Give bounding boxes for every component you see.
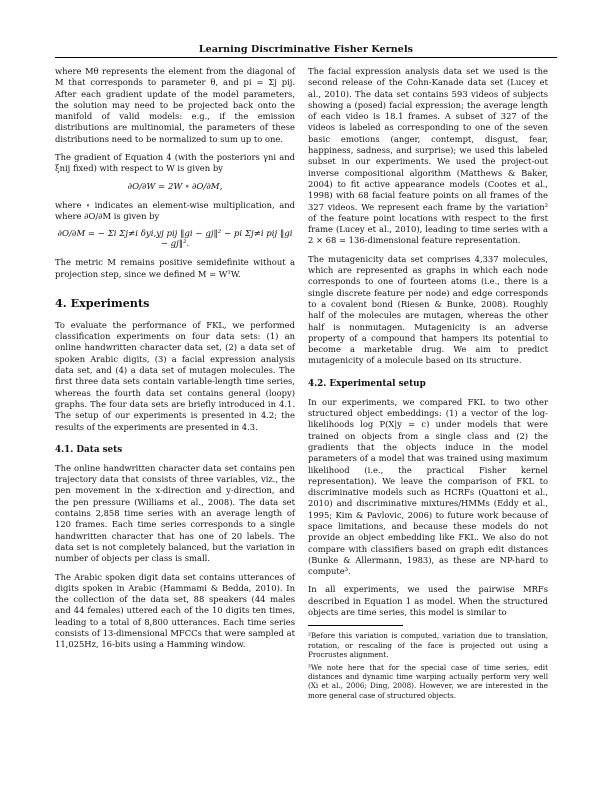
equation-dO-dW: ∂O/∂W = 2W ∘ ∂O/∂M, xyxy=(127,181,223,192)
paragraph: In all experiments, we used the pairwise MRFs described in Equation 1 as model. When the structured objects are time series, this model is similar to xyxy=(308,584,548,618)
paragraph: The online handwritten character data set contains pen trajectory data that consists of three variables, viz., the pen movement in the x-direction and y-direction, and the pen pressure (Williams et al., 2008). The data set contains 2,858 time series with an average length of 120 frames. Each time series corresponds to a single handwritten character that has one of 20 labels. The data set is not completely balanced, but the variation in number of objects per class is small. xyxy=(55,462,295,564)
paragraph: In our experiments, we compared FKL to two other structured object embeddings: (1) a vector of the log-likelihoods log P(X|y = c) under models that were trained on objects from a single class and (2) the gradients that the objects induce in the model parameters of a model that was trained using maximum likelihood (i.e., the practical Fisher kernel representation). We leave the comparison of FKL to discriminative models such as HCRFs (Quattoni et al., 2010) and discriminative mixtures/HMMs (Eddy et al., 1995; Kim & Pavlovic, 2006) to future work because of space limitations, and because these models do not provide an object embedding like FKL. We also do not compare with classifiers based on graph edit distances (Bunke & Allermann, 1983), as these are NP-hard to compute³. xyxy=(308,396,548,577)
section-heading-experiments: 4. Experiments xyxy=(55,295,150,310)
paragraph: The Arabic spoken digit data set contains utterances of digits spoken in Arabic (Hammami & Bedda, 2010). In the collection of the data set, 88 speakers (44 males and 44 females) uttered each of the 10 digits ten times, leading to a total of 8,800 utterances. Each time series consists of 13-dimensional MFCCs that were sampled at 11,025Hz, 16-bits using a Hamming window. xyxy=(55,571,295,650)
paragraph: The gradient of Equation 4 (with the posteriors γni and ξnij fixed) with respect to W is given by xyxy=(55,152,295,174)
running-head: Learning Discriminative Fisher Kernels xyxy=(198,44,414,55)
paragraph: To evaluate the performance of FKL, we performed classification experiments on four data sets: (1) an online handwritten character data set, (2) a data set of spoken Arabic digits, (3) a facial expression analysis data set, and (4) a data set of mutagen molecules. The first three data sets contain variable-length time series, whereas the fourth data set contains general (loopy) graphs. The four data sets are briefly introduced in 4.1. The setup of our experiments is presented in 4.2; the results of the experiments are presented in 4.3. xyxy=(55,319,295,432)
footnote-rule xyxy=(308,625,403,626)
paragraph: where Mθ represents the element from the diagonal of M that corresponds to parameter θ, and pi = Σj pij. After each gradient update of the model parameters, the solution may need to be projected back onto the manifold of valid models: e.g., if the emission distributions are multinomial, the parameters of these distributions need to be normalized to sum up to one. xyxy=(55,66,295,144)
footnote-2: ²Before this variation is computed, variation due to translation, rotation, or rescaling of the face is projected out using a Procrustes alignment. xyxy=(308,631,548,660)
right-column xyxy=(308,66,548,703)
subsection-heading-datasets: 4.1. Data sets xyxy=(55,444,123,455)
subsection-heading-setup: 4.2. Experimental setup xyxy=(308,378,426,389)
paragraph: The facial expression analysis data set we used is the second release of the Cohn-Kanade data set (Lucey et al., 2010). The data set contains 593 videos of subjects showing a (posed) facial expression; the average length of each video is 18.1 frames. A subset of 327 of the videos is labeled as corresponding to one of the seven basic emotions (anger, contempt, disgust, fear, happiness, sadness, and surprise); we used this labeled subset in our experiments. We used the project-out inverse compositional algorithm (Matthews & Baker, 2004) to fit active appearance models (Cootes et al., 1998) with 68 facial feature points on all frames of the 327 videos. We represent each frame by the variation² of the feature point locations with respect to the first frame (Lucey et al., 2010), leading to time series with a 2 × 68 = 136-dimensional feature representation. xyxy=(308,66,548,246)
header-rule xyxy=(55,57,557,58)
equation-dO-dM: ∂O/∂M = − Σi Σj≠i δyi,yj pij ‖gi − gj‖² − pi Σj≠i pij ‖gi − gj‖². xyxy=(57,229,293,250)
paragraph: The metric M remains positive semidefinite without a projection step, since we defined M = WᵀW. xyxy=(55,257,295,279)
paragraph: The mutagenicity data set comprises 4,337 molecules, which are represented as graphs in which each node corresponds to one of fourteen atoms (i.e., there is a single discrete feature per node) and edge corresponds to a covalent bond (Riesen & Bunke, 2008). Roughly half of the molecules are mutagen, whereas the other half is nonmutagen. Mutagenicity is an adverse property of a compound that hampers its potential to become a marketable drug. We aim to predict mutagenicity of a molecule based on its structure. xyxy=(308,253,548,366)
left-column xyxy=(55,66,295,658)
paragraph: where ∘ indicates an element-wise multiplication, and where ∂O/∂M is given by xyxy=(55,199,295,221)
footnote-3: ³We note here that for the special case of time series, edit distances and dynamic time warping actually perform very well (Xi et al., 2006; Ding, 2008). However, we are interested in the more general case of structured objects. xyxy=(308,662,548,700)
